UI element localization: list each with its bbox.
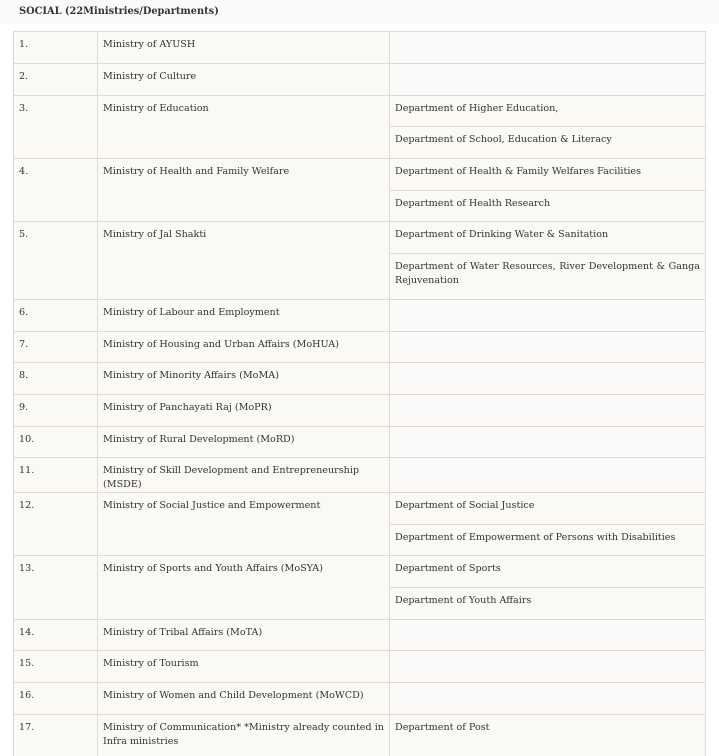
- department-name: Department of Empowerment of Persons with Disabilities: [390, 525, 706, 556]
- table-row: [14, 64, 706, 96]
- table-row: [14, 332, 706, 363]
- serial-number: 12.: [14, 493, 98, 556]
- serial-number: 11.: [14, 458, 98, 493]
- ministry-name: Ministry of Women and Child Development (MoWCD): [98, 683, 390, 715]
- table-row: [14, 683, 706, 715]
- ministry-name: Ministry of Tribal Affairs (MoTA): [98, 620, 390, 651]
- ministry-name: Ministry of Rural Development (MoRD): [98, 427, 390, 458]
- ministry-name: Ministry of Panchayati Raj (MoPR): [98, 395, 390, 427]
- table-row: [14, 715, 706, 756]
- serial-number: 15.: [14, 651, 98, 683]
- table-row: [14, 556, 706, 588]
- table-row: [14, 96, 706, 127]
- serial-number: 16.: [14, 683, 98, 715]
- department-cell-empty: [390, 363, 706, 395]
- department-cell-empty: [390, 395, 706, 427]
- table-row: [14, 300, 706, 332]
- ministry-name: Ministry of Communication* *Ministry already counted in Infra ministries: [98, 715, 390, 756]
- serial-number: 10.: [14, 427, 98, 458]
- ministry-name: Ministry of Skill Development and Entrepreneurship (MSDE): [98, 458, 390, 493]
- department-cell-empty: [390, 458, 706, 493]
- section-heading: SOCIAL (22Ministries/Departments): [0, 0, 719, 24]
- ministry-name: Ministry of Culture: [98, 64, 390, 96]
- table-row: [14, 620, 706, 651]
- department-name: Department of Health & Family Welfares Facilities: [390, 159, 706, 191]
- serial-number: 4.: [14, 159, 98, 222]
- department-name: Department of Youth Affairs: [390, 588, 706, 620]
- ministry-name: Ministry of Labour and Employment: [98, 300, 390, 332]
- department-name: Department of Drinking Water & Sanitation: [390, 222, 706, 254]
- department-cell-empty: [390, 64, 706, 96]
- serial-number: 1.: [14, 32, 98, 64]
- ministry-name: Ministry of Housing and Urban Affairs (MoHUA): [98, 332, 390, 363]
- serial-number: 7.: [14, 332, 98, 363]
- department-name: Department of Health Research: [390, 191, 706, 222]
- ministry-name: Ministry of Jal Shakti: [98, 222, 390, 300]
- serial-number: 5.: [14, 222, 98, 300]
- table-row: [14, 651, 706, 683]
- serial-number: 14.: [14, 620, 98, 651]
- table-row: [14, 159, 706, 191]
- table-row: [14, 458, 706, 493]
- serial-number: 6.: [14, 300, 98, 332]
- table-row: [14, 395, 706, 427]
- department-name: Department of Sports: [390, 556, 706, 588]
- ministry-name: Ministry of Health and Family Welfare: [98, 159, 390, 222]
- serial-number: 2.: [14, 64, 98, 96]
- department-cell-empty: [390, 427, 706, 458]
- ministry-name: Ministry of Minority Affairs (MoMA): [98, 363, 390, 395]
- department-cell-empty: [390, 300, 706, 332]
- table-row: [14, 493, 706, 525]
- department-cell-empty: [390, 620, 706, 651]
- serial-number: 3.: [14, 96, 98, 159]
- table-row: [14, 427, 706, 458]
- department-name: Department of Social Justice: [390, 493, 706, 525]
- serial-number: 13.: [14, 556, 98, 620]
- department-cell-empty: [390, 332, 706, 363]
- ministries-table: [13, 31, 706, 756]
- table-row: [14, 222, 706, 254]
- department-name: Department of Water Resources, River Development & Ganga Rejuvenation: [390, 254, 706, 300]
- ministry-name: Ministry of Social Justice and Empowerment: [98, 493, 390, 556]
- serial-number: 8.: [14, 363, 98, 395]
- table-row: [14, 32, 706, 64]
- serial-number: 9.: [14, 395, 98, 427]
- department-cell-empty: [390, 683, 706, 715]
- department-name: Department of Higher Education,: [390, 96, 706, 127]
- ministry-name: Ministry of Education: [98, 96, 390, 159]
- ministry-name: Ministry of Sports and Youth Affairs (MoSYA): [98, 556, 390, 620]
- department-name: Department of Post: [390, 715, 706, 756]
- department-name: Department of School, Education & Literacy: [390, 127, 706, 159]
- ministry-name: Ministry of AYUSH: [98, 32, 390, 64]
- ministry-name: Ministry of Tourism: [98, 651, 390, 683]
- department-cell-empty: [390, 32, 706, 64]
- serial-number: 17.: [14, 715, 98, 756]
- department-cell-empty: [390, 651, 706, 683]
- table-row: [14, 363, 706, 395]
